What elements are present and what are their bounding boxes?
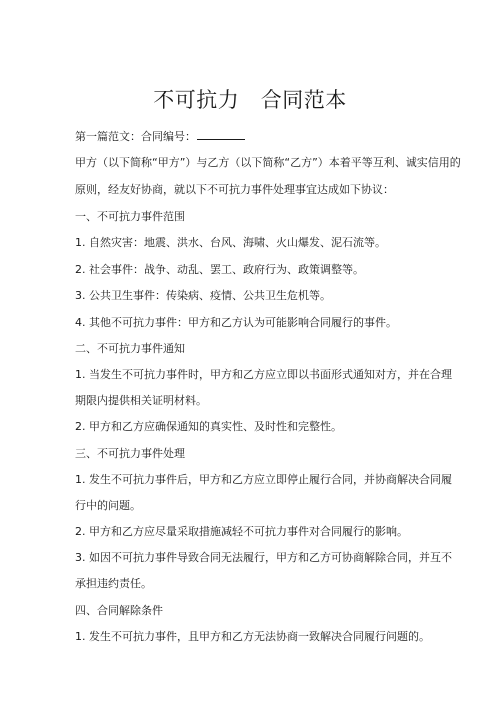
- contract-number-line: [75, 128, 435, 145]
- paragraph-line: 1. 自然灾害：地震、洪水、台风、海啸、火山爆发、泥石流等。: [75, 236, 386, 249]
- paragraph-line: 甲方（以下简称“甲方”）与乙方（以下简称“乙方”）本着平等互利、诚实信用的: [75, 156, 461, 169]
- paragraph-line: 2. 甲方和乙方应确保通知的真实性、及时性和完整性。: [75, 420, 342, 433]
- paragraph-line: 2. 社会事件：战争、动乱、罢工、政府行为、政策调整等。: [75, 263, 364, 276]
- paragraph-line: 行中的问题。: [75, 499, 141, 512]
- paragraph-line: 1. 发生不可抗力事件，且甲方和乙方无法协商一致解决合同履行问题的。: [75, 630, 430, 643]
- section-heading: 三、不可抗力事件处理: [75, 447, 185, 460]
- paragraph-line: 1. 当发生不可抗力事件时，甲方和乙方应立即以书面形式通知对方，并在合理: [75, 368, 452, 381]
- document-title: 不可抗力 合同范本: [153, 88, 347, 112]
- contract-number-label: 第一篇范文：合同编号：: [75, 130, 196, 143]
- section-heading: 四、合同解除条件: [75, 604, 163, 617]
- section-heading: 一、不可抗力事件范围: [75, 210, 185, 223]
- contract-number-blank: [197, 128, 245, 140]
- paragraph-line: 原则，经友好协商，就以下不可抗力事件处理事宜达成如下协议：: [75, 183, 394, 196]
- paragraph-line: 2. 甲方和乙方应尽量采取措施减轻不可抗力事件对合同履行的影响。: [75, 525, 408, 538]
- paragraph-line: 3. 公共卫生事件：传染病、疫情、公共卫生危机等。: [75, 289, 331, 302]
- section-heading: 二、不可抗力事件通知: [75, 342, 185, 355]
- paragraph-line: 4. 其他不可抗力事件：甲方和乙方认为可能影响合同履行的事件。: [75, 316, 397, 329]
- paragraph-line: 承担违约责任。: [75, 577, 152, 590]
- paragraph-line: 1. 发生不可抗力事件后，甲方和乙方应立即停止履行合同，并协商解决合同履: [75, 473, 452, 486]
- paragraph-line: 3. 如因不可抗力事件导致合同无法履行，甲方和乙方可协商解除合同，并互不: [75, 551, 452, 564]
- paragraph-line: 期限内提供相关证明材料。: [75, 394, 207, 407]
